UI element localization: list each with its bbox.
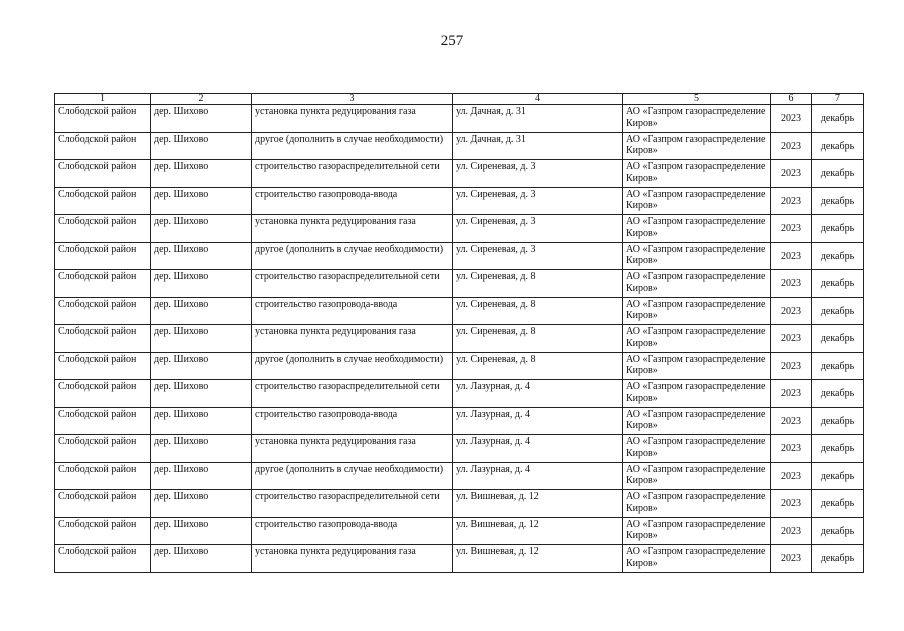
- address-cell: ул. Вишневая, д. 12: [453, 490, 623, 518]
- settlement-cell: дер. Шихово: [151, 242, 252, 270]
- settlement-cell: дер. Шихово: [151, 297, 252, 325]
- table-row: [55, 132, 864, 160]
- organization-cell: АО «Газпром газораспределение Киров»: [623, 407, 771, 435]
- table-row: [55, 380, 864, 408]
- work-type-cell: установка пункта редуцирования газа: [252, 105, 453, 133]
- month-cell: декабрь: [812, 105, 864, 133]
- address-cell: ул. Лазурная, д. 4: [453, 380, 623, 408]
- settlement-cell: дер. Шихово: [151, 380, 252, 408]
- month-cell: декабрь: [812, 435, 864, 463]
- month-cell: декабрь: [812, 380, 864, 408]
- settlement-cell: дер. Шихово: [151, 435, 252, 463]
- month-cell: декабрь: [812, 160, 864, 188]
- year-cell: 2023: [771, 435, 812, 463]
- work-type-cell: строительство газопровода-ввода: [252, 407, 453, 435]
- address-cell: ул. Сиреневая, д. 8: [453, 297, 623, 325]
- address-cell: ул. Лазурная, д. 4: [453, 435, 623, 463]
- organization-cell: АО «Газпром газораспределение Киров»: [623, 325, 771, 353]
- organization-cell: АО «Газпром газораспределение Киров»: [623, 270, 771, 298]
- organization-cell: АО «Газпром газораспределение Киров»: [623, 297, 771, 325]
- column-header: 6: [771, 94, 812, 105]
- column-header: 4: [453, 94, 623, 105]
- work-type-cell: установка пункта редуцирования газа: [252, 435, 453, 463]
- month-cell: декабрь: [812, 297, 864, 325]
- organization-cell: АО «Газпром газораспределение Киров»: [623, 462, 771, 490]
- district-cell: Слободской район: [55, 215, 151, 243]
- district-cell: Слободской район: [55, 132, 151, 160]
- table-row: [55, 215, 864, 243]
- district-cell: Слободской район: [55, 105, 151, 133]
- settlement-cell: дер. Шихово: [151, 352, 252, 380]
- district-cell: Слободской район: [55, 407, 151, 435]
- table-row: [55, 160, 864, 188]
- year-cell: 2023: [771, 545, 812, 573]
- address-cell: ул. Дачная, д. 31: [453, 105, 623, 133]
- district-cell: Слободской район: [55, 545, 151, 573]
- settlement-cell: дер. Шихово: [151, 407, 252, 435]
- address-cell: ул. Сиреневая, д. 3: [453, 187, 623, 215]
- year-cell: 2023: [771, 270, 812, 298]
- month-cell: декабрь: [812, 517, 864, 545]
- work-type-cell: установка пункта редуцирования газа: [252, 545, 453, 573]
- address-cell: ул. Вишневая, д. 12: [453, 517, 623, 545]
- organization-cell: АО «Газпром газораспределение Киров»: [623, 160, 771, 188]
- month-cell: декабрь: [812, 187, 864, 215]
- year-cell: 2023: [771, 242, 812, 270]
- district-cell: Слободской район: [55, 242, 151, 270]
- settlement-cell: дер. Шихово: [151, 270, 252, 298]
- work-type-cell: строительство газораспределительной сети: [252, 270, 453, 298]
- year-cell: 2023: [771, 105, 812, 133]
- settlement-cell: дер. Шихово: [151, 545, 252, 573]
- district-cell: Слободской район: [55, 160, 151, 188]
- work-type-cell: строительство газораспределительной сети: [252, 160, 453, 188]
- month-cell: декабрь: [812, 132, 864, 160]
- table-row: [55, 270, 864, 298]
- address-cell: ул. Сиреневая, д. 8: [453, 352, 623, 380]
- month-cell: декабрь: [812, 545, 864, 573]
- district-cell: Слободской район: [55, 297, 151, 325]
- table-row: [55, 325, 864, 353]
- year-cell: 2023: [771, 132, 812, 160]
- settlement-cell: дер. Шихово: [151, 160, 252, 188]
- column-header: 7: [812, 94, 864, 105]
- organization-cell: АО «Газпром газораспределение Киров»: [623, 132, 771, 160]
- year-cell: 2023: [771, 407, 812, 435]
- address-cell: ул. Сиреневая, д. 3: [453, 160, 623, 188]
- column-header: 1: [55, 94, 151, 105]
- address-cell: ул. Лазурная, д. 4: [453, 462, 623, 490]
- page-number: 257: [440, 33, 464, 49]
- year-cell: 2023: [771, 490, 812, 518]
- district-cell: Слободской район: [55, 187, 151, 215]
- month-cell: декабрь: [812, 270, 864, 298]
- month-cell: декабрь: [812, 352, 864, 380]
- address-cell: ул. Сиреневая, д. 3: [453, 242, 623, 270]
- month-cell: декабрь: [812, 325, 864, 353]
- year-cell: 2023: [771, 160, 812, 188]
- table-row: [55, 187, 864, 215]
- table-row: [55, 352, 864, 380]
- table-row: [55, 435, 864, 463]
- organization-cell: АО «Газпром газораспределение Киров»: [623, 187, 771, 215]
- work-type-cell: другое (дополнить в случае необходимости): [252, 132, 453, 160]
- month-cell: декабрь: [812, 407, 864, 435]
- month-cell: декабрь: [812, 462, 864, 490]
- year-cell: 2023: [771, 462, 812, 490]
- address-cell: ул. Дачная, д. 31: [453, 132, 623, 160]
- district-cell: Слободской район: [55, 462, 151, 490]
- table-row: [55, 407, 864, 435]
- work-type-cell: установка пункта редуцирования газа: [252, 215, 453, 243]
- organization-cell: АО «Газпром газораспределение Киров»: [623, 435, 771, 463]
- month-cell: декабрь: [812, 242, 864, 270]
- district-cell: Слободской район: [55, 380, 151, 408]
- address-cell: ул. Вишневая, д. 12: [453, 545, 623, 573]
- year-cell: 2023: [771, 297, 812, 325]
- year-cell: 2023: [771, 352, 812, 380]
- district-cell: Слободской район: [55, 270, 151, 298]
- year-cell: 2023: [771, 215, 812, 243]
- table-row: [55, 517, 864, 545]
- work-type-cell: строительство газораспределительной сети: [252, 380, 453, 408]
- table-row: [55, 545, 864, 573]
- settlement-cell: дер. Шихово: [151, 462, 252, 490]
- settlement-cell: дер. Шихово: [151, 325, 252, 353]
- year-cell: 2023: [771, 187, 812, 215]
- table-row: [55, 242, 864, 270]
- address-cell: ул. Лазурная, д. 4: [453, 407, 623, 435]
- month-cell: декабрь: [812, 215, 864, 243]
- year-cell: 2023: [771, 517, 812, 545]
- settlement-cell: дер. Шихово: [151, 132, 252, 160]
- organization-cell: АО «Газпром газораспределение Киров»: [623, 490, 771, 518]
- work-type-cell: строительство газораспределительной сети: [252, 490, 453, 518]
- work-type-cell: строительство газопровода-ввода: [252, 187, 453, 215]
- organization-cell: АО «Газпром газораспределение Киров»: [623, 545, 771, 573]
- address-cell: ул. Сиреневая, д. 3: [453, 215, 623, 243]
- district-cell: Слободской район: [55, 517, 151, 545]
- column-header: 5: [623, 94, 771, 105]
- work-type-cell: строительство газопровода-ввода: [252, 517, 453, 545]
- organization-cell: АО «Газпром газораспределение Киров»: [623, 380, 771, 408]
- settlement-cell: дер. Шихово: [151, 490, 252, 518]
- work-type-cell: установка пункта редуцирования газа: [252, 325, 453, 353]
- column-header: 2: [151, 94, 252, 105]
- district-cell: Слободской район: [55, 352, 151, 380]
- district-cell: Слободской район: [55, 325, 151, 353]
- organization-cell: АО «Газпром газораспределение Киров»: [623, 517, 771, 545]
- organization-cell: АО «Газпром газораспределение Киров»: [623, 105, 771, 133]
- column-header: 3: [252, 94, 453, 105]
- table-row: [55, 297, 864, 325]
- district-cell: Слободской район: [55, 435, 151, 463]
- work-type-cell: другое (дополнить в случае необходимости): [252, 352, 453, 380]
- table-row: [55, 105, 864, 133]
- organization-cell: АО «Газпром газораспределение Киров»: [623, 215, 771, 243]
- work-type-cell: строительство газопровода-ввода: [252, 297, 453, 325]
- address-cell: ул. Сиреневая, д. 8: [453, 270, 623, 298]
- month-cell: декабрь: [812, 490, 864, 518]
- settlement-cell: дер. Шихово: [151, 187, 252, 215]
- data-table: [54, 93, 864, 573]
- table-row: [55, 462, 864, 490]
- settlement-cell: дер. Шихово: [151, 105, 252, 133]
- settlement-cell: дер. Шихово: [151, 517, 252, 545]
- work-type-cell: другое (дополнить в случае необходимости): [252, 462, 453, 490]
- work-type-cell: другое (дополнить в случае необходимости): [252, 242, 453, 270]
- organization-cell: АО «Газпром газораспределение Киров»: [623, 242, 771, 270]
- address-cell: ул. Сиреневая, д. 8: [453, 325, 623, 353]
- settlement-cell: дер. Шихово: [151, 215, 252, 243]
- district-cell: Слободской район: [55, 490, 151, 518]
- year-cell: 2023: [771, 380, 812, 408]
- table-header-row: [55, 94, 864, 105]
- table-row: [55, 490, 864, 518]
- organization-cell: АО «Газпром газораспределение Киров»: [623, 352, 771, 380]
- year-cell: 2023: [771, 325, 812, 353]
